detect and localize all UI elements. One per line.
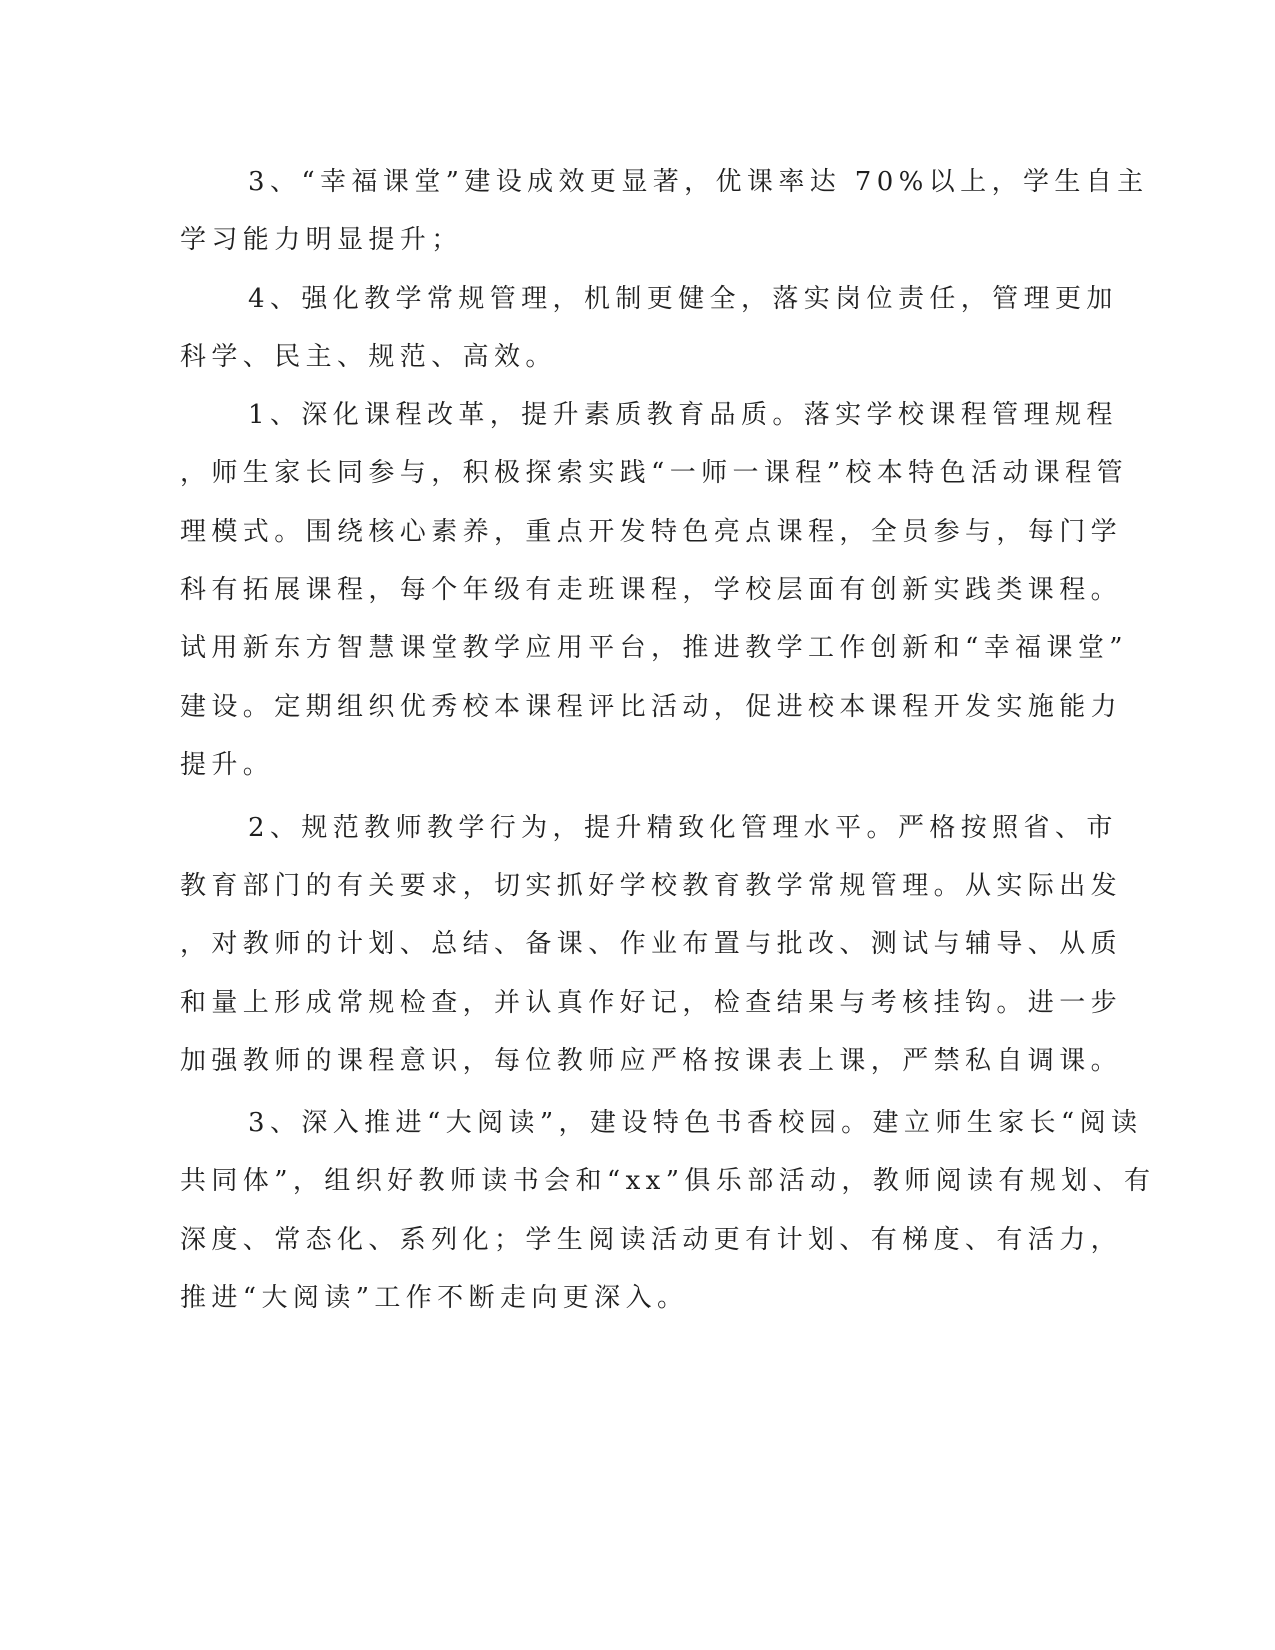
paragraph-line: ，师生家长同参与，积极探索实践“一师一课程”校本特色活动课程管 (180, 458, 1128, 488)
paragraph-line: 教育部门的有关要求，切实抓好学校教育教学常规管理。从实际出发 (180, 871, 1123, 901)
paragraph-line: 学习能力明显提升； (180, 225, 463, 255)
paragraph-line: 3、深入推进“大阅读”，建设特色书香校园。建立师生家长“阅读 (248, 1108, 1143, 1138)
paragraph-line: 和量上形成常规检查，并认真作好记，检查结果与考核挂钩。进一步 (180, 988, 1123, 1018)
paragraph-line: 理模式。围绕核心素养，重点开发特色亮点课程，全员参与，每门学 (180, 517, 1123, 547)
paragraph-line: 1、深化课程改革，提升素质教育品质。落实学校课程管理规程 (248, 400, 1118, 430)
paragraph-line: 4、强化教学常规管理，机制更健全，落实岗位责任，管理更加 (248, 284, 1118, 314)
paragraph-line: 加强教师的课程意识，每位教师应严格按课表上课，严禁私自调课。 (180, 1046, 1123, 1076)
paragraph-line: 科有拓展课程，每个年级有走班课程，学校层面有创新实践类课程。 (180, 575, 1123, 605)
paragraph-line: 提升。 (180, 750, 275, 780)
paragraph-line: 推进“大阅读”工作不断走向更深入。 (180, 1283, 689, 1313)
paragraph-line: 试用新东方智慧课堂教学应用平台，推进教学工作创新和“幸福课堂” (180, 633, 1128, 663)
paragraph-line: ，对教师的计划、总结、备课、作业布置与批改、测试与辅导、从质 (180, 929, 1123, 959)
paragraph-line: 3、“幸福课堂”建设成效更显著，优课率达 70%以上，学生自主 (248, 167, 1149, 197)
paragraph-line: 深度、常态化、系列化；学生阅读活动更有计划、有梯度、有活力， (180, 1225, 1123, 1255)
paragraph-line: 科学、民主、规范、高效。 (180, 342, 557, 372)
paragraph-line: 建设。定期组织优秀校本课程评比活动，促进校本课程开发实施能力 (180, 692, 1123, 722)
paragraph-line: 共同体”，组织好教师读书会和“xx”俱乐部活动，教师阅读有规划、有 (180, 1166, 1156, 1196)
paragraph-line: 2、规范教师教学行为，提升精致化管理水平。严格按照省、市 (248, 813, 1118, 843)
